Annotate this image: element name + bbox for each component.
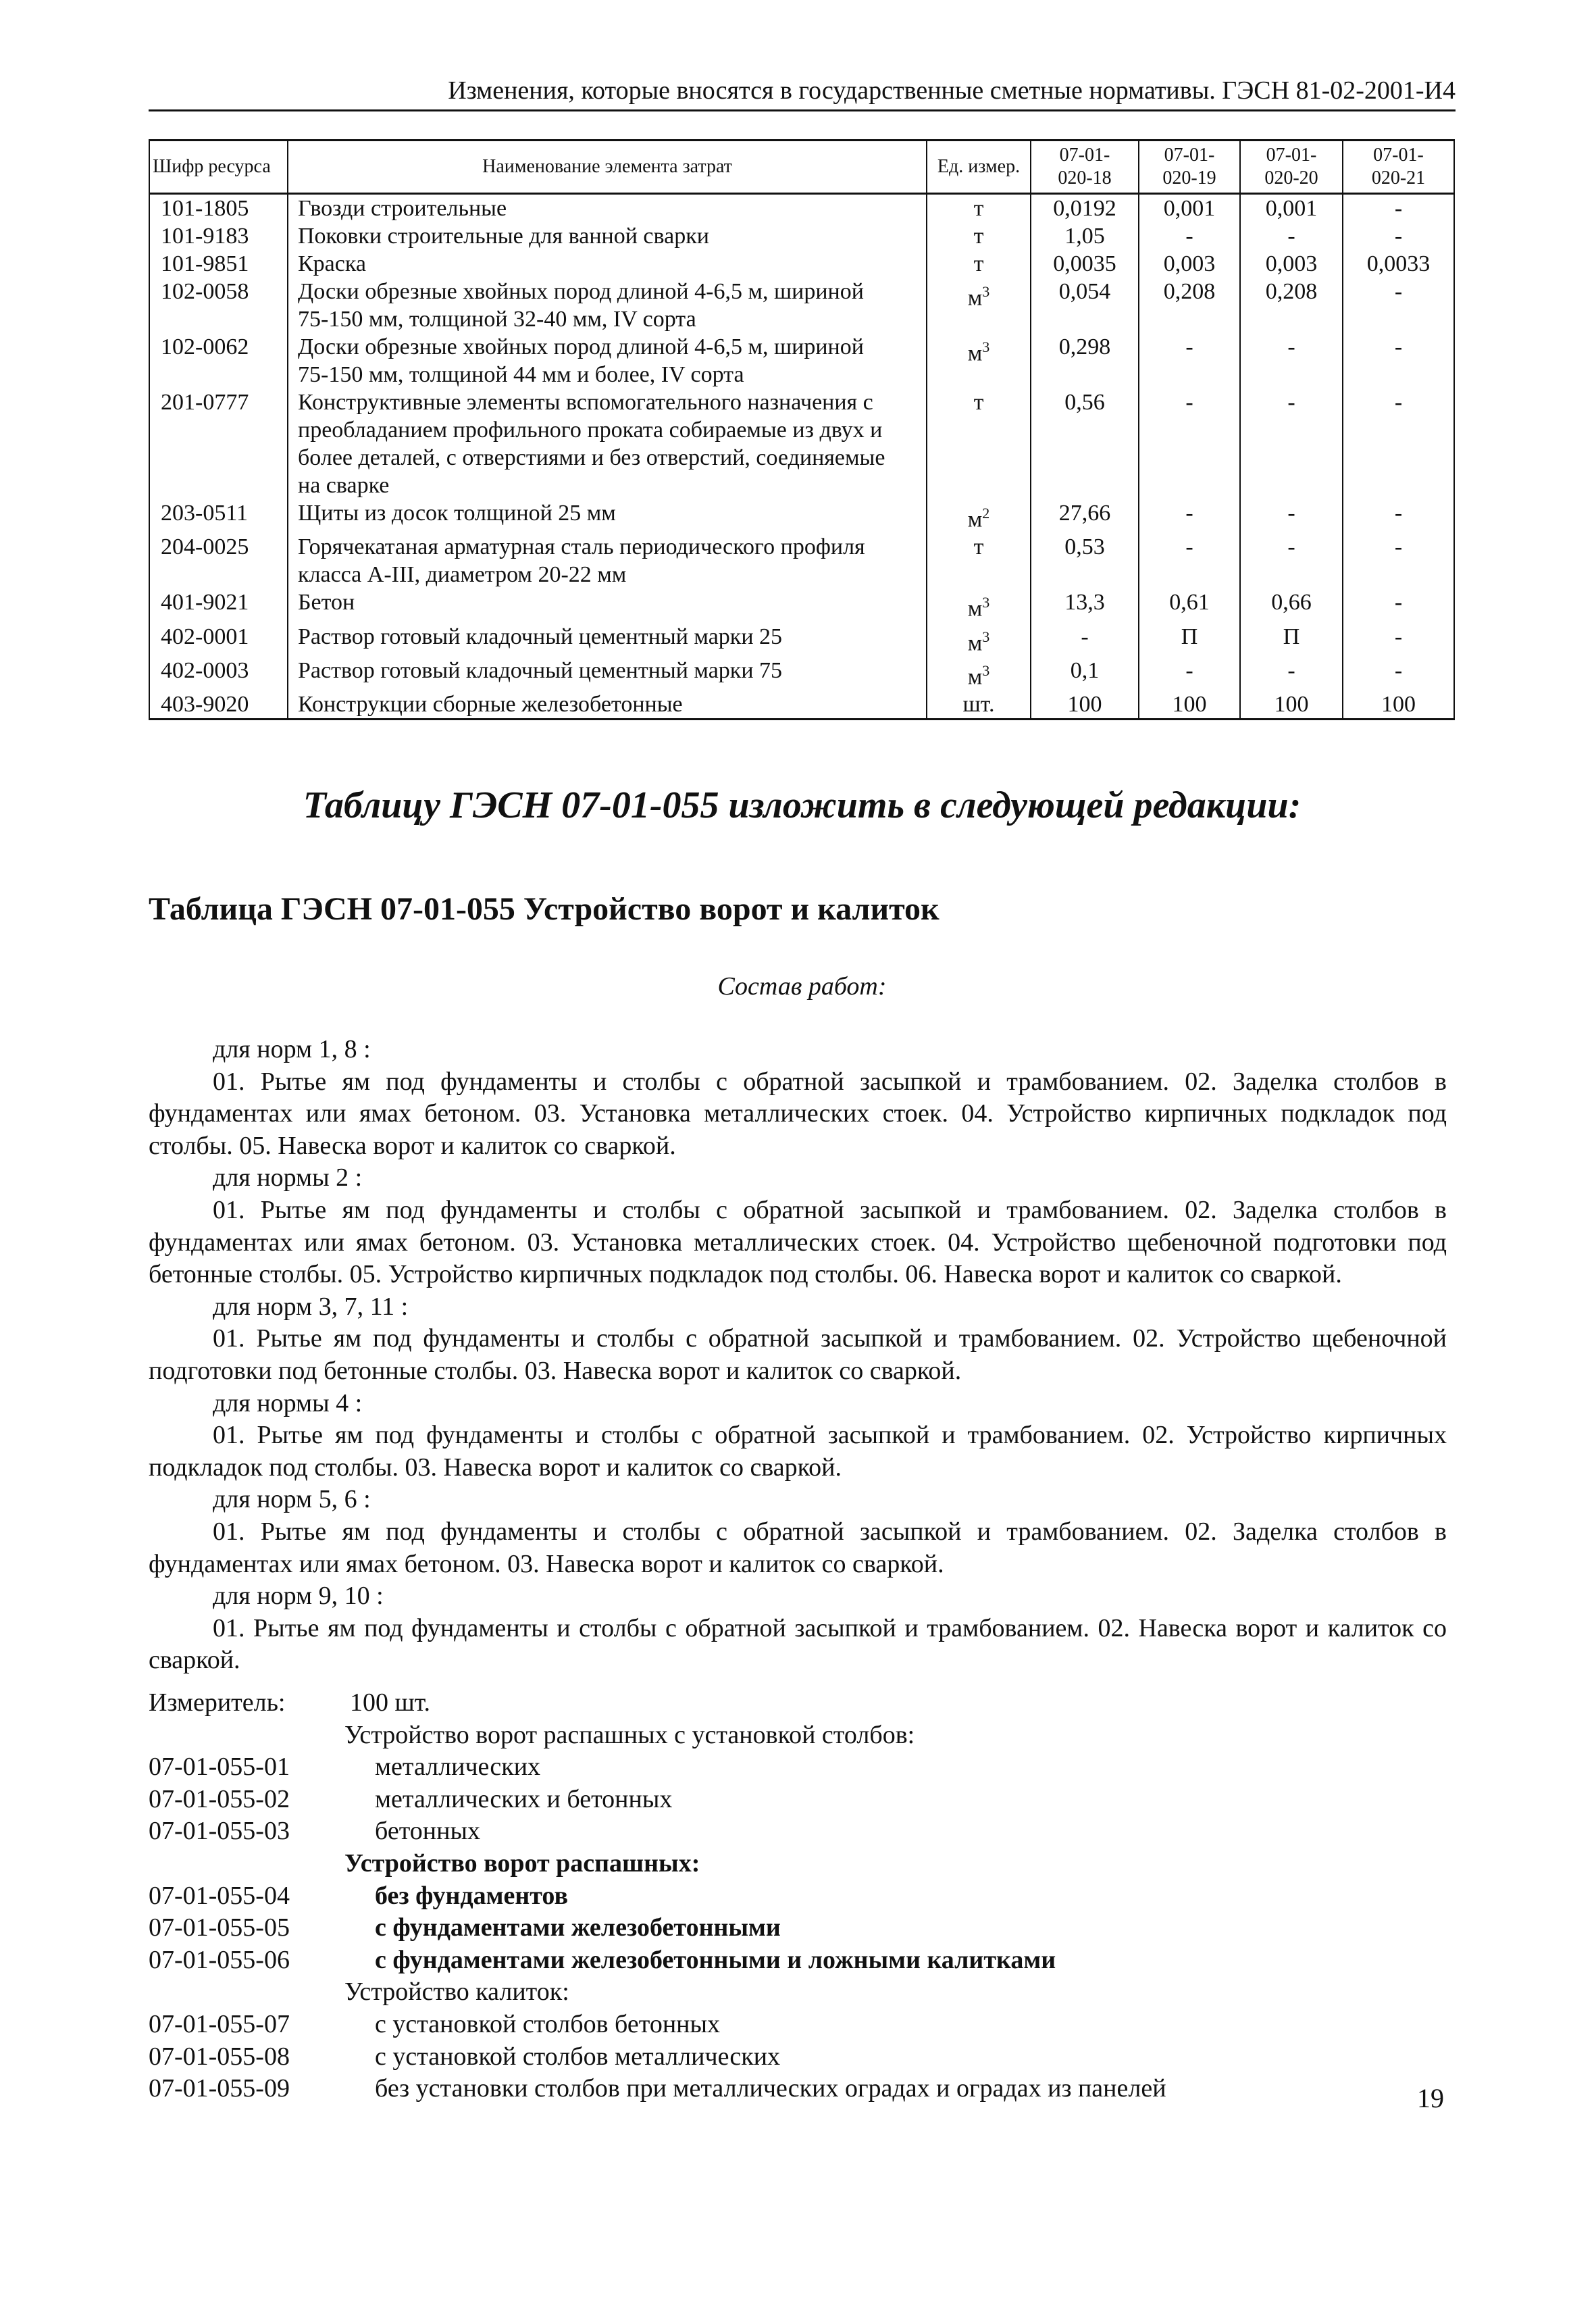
- resource-name: [288, 278, 927, 333]
- norm-code: 07-01-055-01: [149, 1753, 290, 1782]
- table-row: [149, 623, 1454, 657]
- value-cell: -: [1139, 388, 1240, 499]
- resource-code: 101-9183: [149, 222, 288, 250]
- norm-row: [149, 1912, 1456, 1944]
- resource-unit: [927, 333, 1031, 388]
- value-cell: -: [1139, 533, 1240, 588]
- norm-code: 07-01-055-03: [149, 1817, 290, 1846]
- value-cell: 0,208: [1240, 278, 1343, 333]
- value-cell: 100: [1139, 690, 1240, 720]
- norm-subheading-row: [149, 1848, 1456, 1880]
- resource-name: [288, 499, 927, 533]
- table-title: Таблица ГЭСН 07-01-055 Устройство ворот и калиток: [149, 891, 939, 927]
- value-cell: -: [1343, 657, 1454, 690]
- resource-unit: [927, 657, 1031, 690]
- resource-table-body: [149, 194, 1454, 720]
- value-cell: -: [1240, 657, 1343, 690]
- value-cell: 0,0192: [1031, 194, 1139, 223]
- work-group-heading: для норм 1, 8 :: [213, 1035, 371, 1063]
- value-cell: 0,208: [1139, 278, 1240, 333]
- resource-name-line: более деталей, с отверстиями и без отверстий, соединяемые: [298, 445, 885, 470]
- norm-row: [149, 2009, 1456, 2041]
- resource-unit: [927, 388, 1031, 499]
- resource-name-line: преобладанием профильного проката собираемые из двух и: [298, 418, 883, 443]
- unit-text: м: [967, 664, 983, 690]
- work-group-text: 01. Рытье ям под фундаменты и столбы с обратной засыпкой и трамбованием. 02. Заделка столбов в фундаментах или ямах бетоном. 03. Установка металлических стоек. 04. Устройство щебеночной подготовки под бетонные столбы. 05. Устройство кирпичных подкладок под столбы. 06. Навеска ворот и калиток со сваркой.: [149, 1195, 1447, 1289]
- norm-name: металлических и бетонных: [375, 1784, 673, 1813]
- table-header-row: [149, 141, 1454, 194]
- resource-code: 402-0001: [149, 623, 288, 657]
- resource-name-line: 75-150 мм, толщиной 32-40 мм, IV сорта: [298, 307, 696, 332]
- work-group-text: 01. Рытье ям под фундаменты и столбы с обратной засыпкой и трамбованием. 02. Навеска ворот и калиток со сваркой.: [149, 1613, 1447, 1675]
- norm-row: [149, 1784, 1456, 1816]
- resource-name: [288, 194, 927, 223]
- header-unit: Ед. измер.: [927, 141, 1031, 194]
- resource-unit: [927, 250, 1031, 278]
- norm-row: [149, 1751, 1456, 1784]
- value-cell: 0,001: [1240, 194, 1343, 223]
- value-cell: -: [1240, 388, 1343, 499]
- norm-subheading: Устройство ворот распашных:: [344, 1848, 700, 1878]
- norm-name: с установкой столбов бетонных: [375, 2009, 721, 2038]
- resource-name-line: Конструкции сборные железобетонные: [298, 692, 683, 718]
- value-cell: 100: [1031, 690, 1139, 720]
- norm-code: 07-01-055-09: [149, 2074, 290, 2103]
- resource-name-line: Конструктивные элементы вспомогательного назначения с: [298, 390, 873, 415]
- table-row: [149, 588, 1454, 622]
- resource-name-line: Раствор готовый кладочный цементный марки 75: [298, 657, 783, 683]
- value-cell: 0,0035: [1031, 250, 1139, 278]
- unit-text: шт.: [962, 692, 995, 718]
- unit-text: т: [973, 390, 984, 415]
- resource-code: 101-1805: [149, 194, 288, 223]
- value-cell: П: [1139, 623, 1240, 657]
- value-cell: -: [1343, 222, 1454, 250]
- header-col-1: 07-01- 020-18: [1031, 141, 1139, 194]
- value-cell: -: [1343, 278, 1454, 333]
- value-cell: -: [1031, 623, 1139, 657]
- table-row: [149, 222, 1454, 250]
- norm-code: 07-01-055-05: [149, 1913, 290, 1942]
- resource-name-line: 75-150 мм, толщиной 44 мм и более, IV сорта: [298, 362, 744, 387]
- work-group-text: 01. Рытье ям под фундаменты и столбы с обратной засыпкой и трамбованием. 02. Устройство щебеночной подготовки под бетонные столбы. 03. Навеска ворот и калиток со сваркой.: [149, 1324, 1447, 1385]
- norm-subheading: Устройство калиток:: [344, 1978, 569, 2007]
- value-cell: 0,53: [1031, 533, 1139, 588]
- unit-superscript: 3: [982, 283, 990, 300]
- value-cell: 0,054: [1031, 278, 1139, 333]
- resource-code: 204-0025: [149, 533, 288, 588]
- resource-name: [288, 623, 927, 657]
- norm-name: с фундаментами железобетонными и ложными калитками: [375, 1945, 1056, 1974]
- norm-name: бетонных: [375, 1817, 481, 1846]
- value-cell: 0,0033: [1343, 250, 1454, 278]
- norm-row: [149, 1944, 1456, 1977]
- norm-row: [149, 1815, 1456, 1848]
- resource-code: 102-0058: [149, 278, 288, 333]
- resource-code: 401-9021: [149, 588, 288, 622]
- resource-unit: [927, 533, 1031, 588]
- norm-subheading: Устройство ворот распашных с установкой столбов:: [344, 1720, 915, 1749]
- header-col-3: 07-01- 020-20: [1240, 141, 1343, 194]
- norm-code: 07-01-055-08: [149, 2042, 290, 2071]
- value-cell: 100: [1343, 690, 1454, 720]
- resource-name-line: Доски обрезные хвойных пород длиной 4-6,5 м, шириной: [298, 334, 864, 359]
- resource-unit: [927, 588, 1031, 622]
- resource-name-line: Поковки строительные для ванной сварки: [298, 224, 709, 249]
- unit-text: м: [967, 596, 983, 622]
- table-row: [149, 690, 1454, 720]
- value-cell: 0,61: [1139, 588, 1240, 622]
- table-row: [149, 194, 1454, 223]
- work-group-heading: для норм 9, 10 :: [213, 1582, 384, 1611]
- resource-name: [288, 250, 927, 278]
- unit-superscript: 3: [982, 338, 990, 355]
- unit-superscript: 2: [982, 505, 990, 522]
- unit-text: м: [967, 341, 983, 366]
- value-cell: 0,1: [1031, 657, 1139, 690]
- resource-code: 203-0511: [149, 499, 288, 533]
- resource-code: 101-9851: [149, 250, 288, 278]
- header-code: Шифр ресурса: [149, 141, 288, 194]
- value-cell: 13,3: [1031, 588, 1139, 622]
- resource-name: [288, 690, 927, 720]
- work-group-text: 01. Рытье ям под фундаменты и столбы с обратной засыпкой и трамбованием. 02. Заделка столбов в фундаментах или ямах бетоном. 03. Установка металлических стоек. 04. Устройство кирпичных подкладок под столбы. 05. Навеска ворот и калиток со сваркой.: [149, 1067, 1447, 1160]
- header-rule: [149, 109, 1456, 111]
- value-cell: -: [1343, 533, 1454, 588]
- value-cell: -: [1139, 499, 1240, 533]
- work-composition: [149, 1034, 1447, 1677]
- resource-table: [149, 139, 1455, 720]
- resource-code: 102-0062: [149, 333, 288, 388]
- value-cell: 0,56: [1031, 388, 1139, 499]
- norm-code: 07-01-055-02: [149, 1784, 290, 1813]
- norm-code: 07-01-055-06: [149, 1945, 290, 1974]
- resource-unit: [927, 278, 1031, 333]
- resource-name-line: на сварке: [298, 473, 390, 498]
- value-cell: -: [1139, 657, 1240, 690]
- unit-superscript: 3: [982, 594, 990, 611]
- unit-text: т: [973, 534, 984, 560]
- value-cell: -: [1343, 388, 1454, 499]
- resource-name-line: Щиты из досок толщиной 25 мм: [298, 501, 616, 526]
- norm-row: [149, 1880, 1456, 1913]
- norm-row: [149, 2041, 1456, 2073]
- value-cell: 0,298: [1031, 333, 1139, 388]
- value-cell: -: [1240, 222, 1343, 250]
- value-cell: -: [1343, 499, 1454, 533]
- measure-value: 100 шт.: [350, 1688, 431, 1717]
- table-row: [149, 278, 1454, 333]
- resource-name-line: класса A-III, диаметром 20-22 мм: [298, 562, 627, 588]
- table-row: [149, 499, 1454, 533]
- value-cell: 0,003: [1139, 250, 1240, 278]
- value-cell: 100: [1240, 690, 1343, 720]
- resource-name: [288, 222, 927, 250]
- norm-row: [149, 2073, 1456, 2105]
- unit-superscript: 3: [982, 661, 990, 679]
- resource-name-line: Раствор готовый кладочный цементный марки 25: [298, 624, 783, 649]
- resource-name: [288, 657, 927, 690]
- resource-unit: [927, 194, 1031, 223]
- value-cell: -: [1240, 533, 1343, 588]
- running-header: Изменения, которые вносятся в государственные сметные нормативы. ГЭСН 81-02-2001-И4: [448, 76, 1456, 105]
- resource-name-line: Гвозди строительные: [298, 196, 507, 221]
- unit-superscript: 3: [982, 628, 990, 645]
- header-col-4: 07-01- 020-21: [1343, 141, 1454, 194]
- resource-name-line: Доски обрезные хвойных пород длиной 4-6,5 м, шириной: [298, 279, 864, 304]
- page-number: 19: [1417, 2083, 1444, 2113]
- value-cell: -: [1240, 499, 1343, 533]
- unit-text: т: [973, 196, 984, 221]
- work-group-text: 01. Рытье ям под фундаменты и столбы с обратной засыпкой и трамбованием. 02. Устройство кирпичных подкладок под столбы. 03. Навеска ворот и калиток со сваркой.: [149, 1421, 1447, 1482]
- norm-code: 07-01-055-07: [149, 2009, 290, 2038]
- value-cell: 0,001: [1139, 194, 1240, 223]
- norm-name: с фундаментами железобетонными: [375, 1913, 781, 1942]
- value-cell: -: [1343, 588, 1454, 622]
- table-row: [149, 657, 1454, 690]
- work-group-heading: для нормы 4 :: [213, 1388, 363, 1417]
- resource-unit: [927, 690, 1031, 720]
- resource-name: [288, 333, 927, 388]
- value-cell: -: [1139, 333, 1240, 388]
- unit-text: м: [967, 507, 983, 532]
- norm-code: 07-01-055-04: [149, 1881, 290, 1910]
- resource-unit: [927, 623, 1031, 657]
- value-cell: -: [1139, 222, 1240, 250]
- norm-name: без фундаментов: [375, 1881, 568, 1910]
- value-cell: -: [1343, 333, 1454, 388]
- norm-name: с установкой столбов металлических: [375, 2042, 781, 2071]
- measure-label: Измеритель:: [149, 1688, 286, 1717]
- table-row: [149, 388, 1454, 499]
- header-name: Наименование элемента затрат: [288, 141, 927, 194]
- measure-row: [149, 1687, 1456, 1719]
- resource-code: 201-0777: [149, 388, 288, 499]
- value-cell: -: [1343, 194, 1454, 223]
- value-cell: 0,66: [1240, 588, 1343, 622]
- unit-text: т: [973, 224, 984, 249]
- unit-text: т: [973, 251, 984, 276]
- table-row: [149, 533, 1454, 588]
- work-group-heading: для нормы 2 :: [213, 1163, 363, 1192]
- value-cell: -: [1240, 333, 1343, 388]
- resource-unit: [927, 222, 1031, 250]
- value-cell: 0,003: [1240, 250, 1343, 278]
- value-cell: П: [1240, 623, 1343, 657]
- resource-name-line: Краска: [298, 251, 366, 276]
- norm-list: [149, 1719, 1456, 2105]
- work-group-heading: для норм 5, 6 :: [213, 1485, 371, 1514]
- work-group-text: 01. Рытье ям под фундаменты и столбы с обратной засыпкой и трамбованием. 02. Заделка столбов в фундаментах или ямах бетоном. 03. Навеска ворот и калиток со сваркой.: [149, 1517, 1447, 1578]
- resource-name: [288, 588, 927, 622]
- resource-name: [288, 388, 927, 499]
- measure-section: [149, 1687, 1456, 2105]
- unit-text: м: [967, 630, 983, 655]
- resource-name-line: Бетон: [298, 590, 355, 615]
- norm-name: без установки столбов при металлических оградах и оградах из панелей: [375, 2074, 1166, 2103]
- norm-subheading-row: [149, 1719, 1456, 1752]
- instruction-heading: Таблицу ГЭСН 07-01-055 изложить в следующей редакции:: [303, 784, 1302, 826]
- norm-name: металлических: [375, 1753, 541, 1782]
- value-cell: 1,05: [1031, 222, 1139, 250]
- resource-code: 402-0003: [149, 657, 288, 690]
- work-group-heading: для норм 3, 7, 11 :: [213, 1292, 409, 1321]
- resource-code: 403-9020: [149, 690, 288, 720]
- resource-unit: [927, 499, 1031, 533]
- resource-name: [288, 533, 927, 588]
- value-cell: 27,66: [1031, 499, 1139, 533]
- works-heading: Состав работ:: [717, 972, 887, 1001]
- norm-subheading-row: [149, 1976, 1456, 2009]
- header-col-2: 07-01- 020-19: [1139, 141, 1240, 194]
- value-cell: -: [1343, 623, 1454, 657]
- resource-name-line: Горячекатаная арматурная сталь периодического профиля: [298, 534, 865, 560]
- table-row: [149, 250, 1454, 278]
- table-row: [149, 333, 1454, 388]
- unit-text: м: [967, 285, 983, 311]
